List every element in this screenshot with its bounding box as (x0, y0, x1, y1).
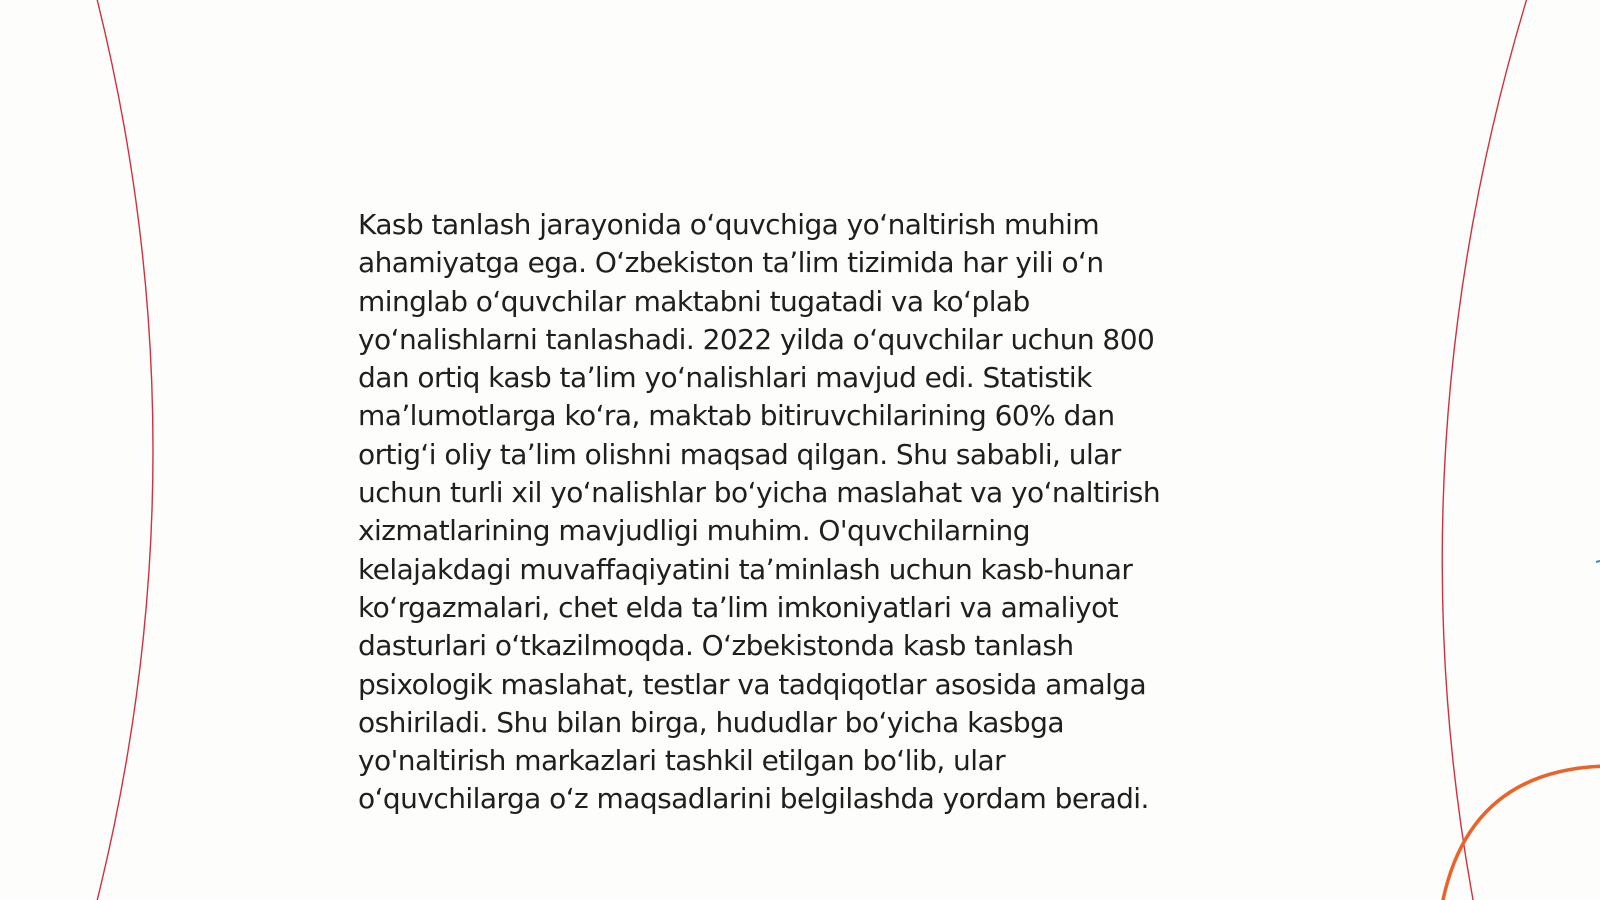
paragraph-line: yo'naltirish markazlari tashkil etilgan boʻlib, ular (358, 744, 1006, 778)
paragraph-line: Kasb tanlash jarayonida oʻquvchiga yoʻnaltirish muhim (358, 208, 1100, 241)
paragraph-line: psixologik maslahat, testlar va tadqiqotlar asosida amalga (358, 667, 1147, 701)
right-red-arc (1442, 0, 1528, 900)
paragraph-line: xizmatlarining mavjudligi muhim. O'quvchilarning (358, 514, 1030, 548)
paragraph-line: ahamiyatga ega. Oʻzbekiston taʼlim tizimida har yili oʻn (358, 246, 1104, 280)
paragraph-line: kelajakdagi muvaffaqiyatini taʼminlash uchun kasb-hunar (358, 552, 1133, 586)
paragraph-line: dan ortiq kasb taʼlim yoʻnalishlari mavjud edi. Statistik (358, 361, 1092, 395)
paragraph-line: oʻquvchilarga oʻz maqsadlarini belgilashda yordam beradi. (358, 782, 1149, 816)
paragraph-line: uchun turli xil yoʻnalishlar boʻyicha maslahat va yoʻnaltirish (358, 476, 1161, 510)
orange-arc (1442, 766, 1600, 900)
paragraph-line: oshiriladi. Shu bilan birga, hududlar boʻyicha kasbga (358, 705, 1064, 739)
paragraph-line: yoʻnalishlarni tanlashadi. 2022 yilda oʻquvchilar uchun 800 (358, 322, 1155, 356)
body-paragraph (358, 206, 1238, 819)
paragraph-line: ortigʻi oliy taʼlim olishni maqsad qilgan. Shu sababli, ular (358, 437, 1121, 471)
paragraph-line: koʻrgazmalari, chet elda taʼlim imkoniyatlari va amaliyot (358, 590, 1119, 624)
paragraph-line: dasturlari oʻtkazilmoqda. Oʻzbekistonda kasb tanlash (358, 629, 1074, 663)
paragraph-line: minglab oʻquvchilar maktabni tugatadi va koʻplab (358, 284, 1030, 318)
paragraph-line: maʼlumotlarga koʻra, maktab bitiruvchilarining 60% dan (358, 399, 1115, 433)
left-red-arc (96, 0, 153, 900)
blue-tick (1596, 561, 1600, 562)
